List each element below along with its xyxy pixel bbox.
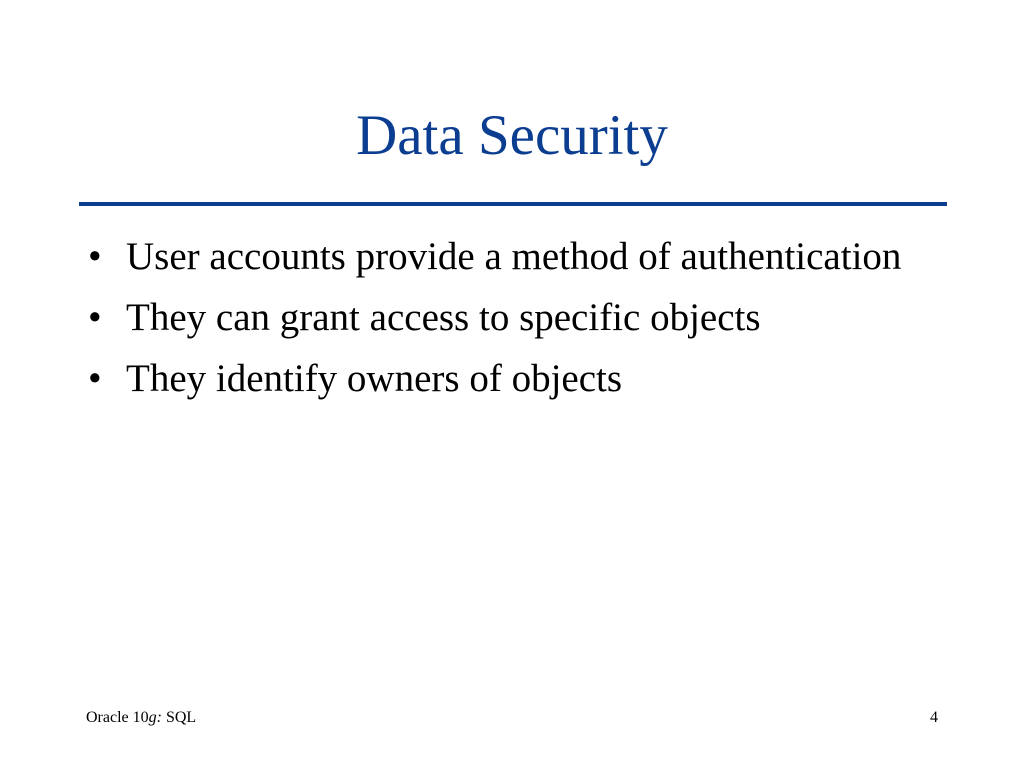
- footer-prefix: Oracle 10: [86, 709, 149, 726]
- bullet-text: User accounts provide a method of authentication: [126, 235, 902, 278]
- title-divider: [79, 202, 947, 206]
- bullet-dot: •: [88, 296, 102, 339]
- bullet-item: [88, 354, 948, 403]
- footer-italic: g:: [148, 709, 162, 726]
- page-number: 4: [930, 709, 938, 726]
- bullet-text: They identify owners of objects: [126, 357, 623, 400]
- footer-suffix: SQL: [161, 709, 197, 726]
- bullet-item: [88, 232, 948, 281]
- bullet-item: [88, 293, 948, 342]
- bullet-text: They can grant access to specific objects: [126, 296, 761, 339]
- slide-title: Data Security: [356, 104, 668, 167]
- bullet-list: [88, 232, 948, 415]
- bullet-dot: •: [88, 235, 102, 278]
- footer-course-title: [86, 708, 196, 728]
- bullet-dot: •: [88, 357, 102, 400]
